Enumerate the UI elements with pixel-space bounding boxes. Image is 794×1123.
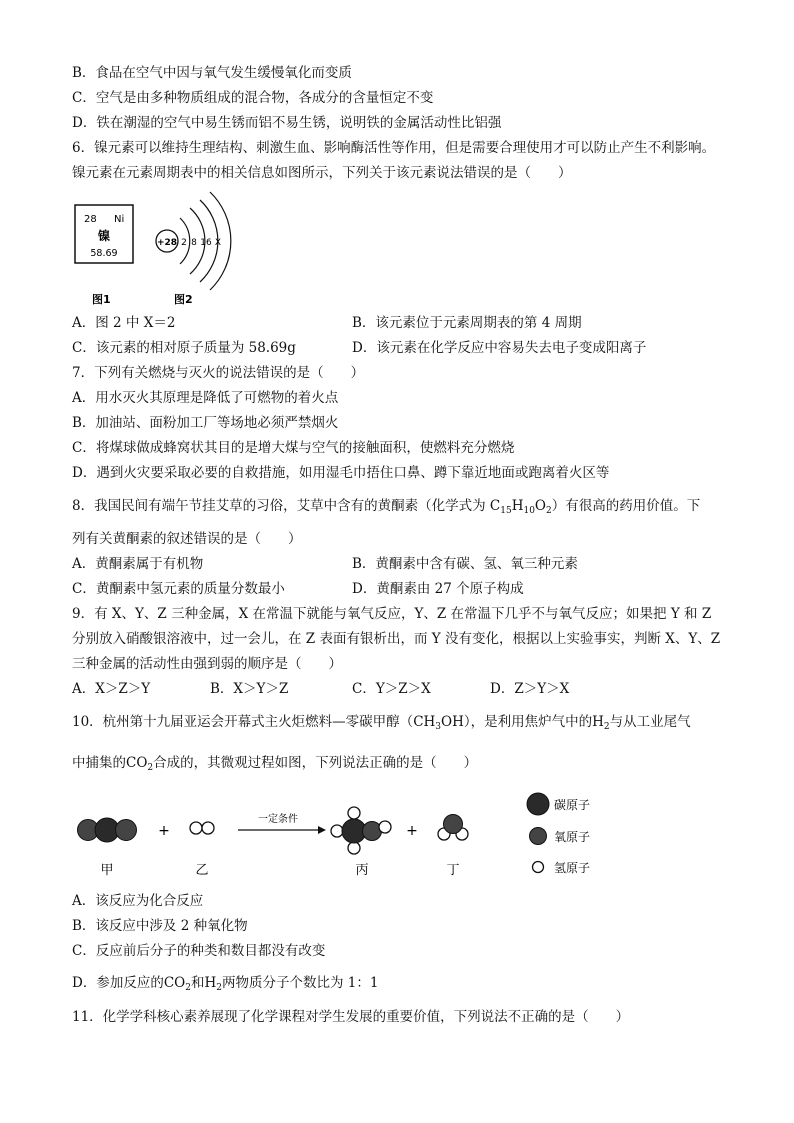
legend-oxygen-icon: [530, 828, 547, 845]
shell-2-electrons: 8: [191, 238, 197, 248]
element-name: 镍: [97, 229, 111, 243]
label-jia: 甲: [100, 863, 114, 878]
q6-option-a: A．图 2 中 X＝2: [72, 315, 176, 331]
q6-option-c: C．该元素的相对原子质量为 58.69g: [72, 340, 296, 356]
q10-line2-post: 合成的，其微观过程如图，下列说法正确的是（ ）: [153, 755, 478, 771]
fig1-caption: 图1: [92, 293, 111, 306]
q10-line2-pre: 中捕集的: [72, 755, 126, 771]
ding-oxygen: [444, 815, 463, 834]
q8-option-a: A．黄酮素属于有机物: [72, 556, 204, 572]
q8-stem-line1: [72, 496, 700, 521]
bing-hydrogen-bottom: [348, 842, 360, 854]
q8-option-b: B．黄酮素中含有碳、氢、氧三种元素: [352, 556, 578, 572]
shell-3-electrons: 16: [200, 238, 212, 248]
bing-oxygen: [363, 822, 382, 841]
q9-stem-line2: 分别放入硝酸银溶液中，过一会儿，在 Z 表面有银析出，而 Y 没有变化，根据以上实验事实，判断 X、Y、Z: [72, 631, 721, 647]
q10-option-c: C．反应前后分子的种类和数目都没有改变: [72, 943, 326, 959]
q10-d-post: 两物质分子个数比为 1：1: [221, 975, 379, 991]
q9-option-b: B．X＞Y＞Z: [210, 681, 289, 697]
label-bing: 丙: [355, 863, 369, 878]
q11-stem: 11．化学学科核心素养展现了化学课程对学生发展的重要价值，下列说法不正确的是（ ）: [72, 1009, 630, 1025]
q7-option-d: D．遇到火灾要采取必要的自救措施，如用湿毛巾捂住口鼻、蹲下靠近地面或跑离着火区等: [72, 465, 610, 481]
element-symbol: Ni: [114, 214, 125, 225]
legend-carbon-icon: [527, 793, 549, 815]
atomic-mass: 58.69: [90, 248, 118, 259]
q8-formula: $C_{15}H_{10}O_2$: [489, 498, 552, 516]
q10-d-mid: 和: [190, 975, 205, 991]
plus-2: +: [406, 823, 418, 839]
q8-stem-line2: 列有关黄酮素的叙述错误的是（ ）: [72, 531, 302, 547]
q10-line1-mid: ），是利用焦炉气中的: [463, 714, 593, 730]
q10-line1-pre: 10．杭州第十九届亚运会开幕式主火炬燃料—零碳甲醇（: [72, 714, 414, 730]
q9-stem-line3: 三种金属的活动性由强到弱的顺序是（ ）: [72, 656, 342, 672]
reaction-condition: 一定条件: [258, 814, 298, 825]
q10-option-a: A．该反应为化合反应: [72, 893, 204, 909]
q8-option-c: C．黄酮素中氢元素的质量分数最小: [72, 581, 285, 597]
q5-option-d: D．铁在潮湿的空气中易生锈而铝不易生锈，说明铁的金属活动性比铝强: [72, 115, 502, 131]
legend-oxygen-label: 氧原子: [554, 830, 591, 844]
q7-option-a: A．用水灭火其原理是降低了可燃物的着火点: [72, 390, 339, 406]
q10-d-co2: $CO_2$: [163, 975, 191, 993]
q10-d-h2: $H_2$: [204, 975, 222, 993]
q9-stem-line1: 9．有 X、Y、Z 三种金属，X 在常温下就能与氧气反应，Y、Z 在常温下几乎不与氧气反应；如果把 Y 和 Z: [72, 606, 712, 622]
shell-4-electrons: X: [214, 238, 222, 248]
nucleus-charge: +28: [156, 238, 178, 248]
q9-option-a: A．X＞Z＞Y: [72, 681, 151, 697]
q9-option-d: D．Z＞Y＞X: [490, 681, 570, 697]
jia-oxygen-right: [116, 820, 137, 841]
bing-hydrogen-left: [331, 825, 343, 837]
reaction-diagram: [60, 780, 620, 880]
q9-option-c: C．Y＞Z＞X: [352, 681, 431, 697]
methanol-formula: $CH_3OH$: [413, 714, 464, 732]
q8-option-d: D．黄酮素由 27 个原子构成: [352, 581, 524, 597]
q6-option-b: B．该元素位于元素周期表的第 4 周期: [352, 315, 582, 331]
q6-stem-line2: 镍元素在元素周期表中的相关信息如图所示，下列关于该元素说法错误的是（ ）: [72, 165, 572, 181]
yi-hydrogen-2: [202, 822, 214, 834]
q6-option-d: D．该元素在化学反应中容易失去电子变成阳离子: [352, 340, 647, 356]
q7-stem: 7．下列有关燃烧与灭火的说法错误的是（ ）: [72, 365, 365, 381]
yi-hydrogen-1: [190, 822, 202, 834]
fig2-caption: 图2: [174, 293, 193, 306]
q8-stem-pre: 8．我国民间有端午节挂艾草的习俗，艾草中含有的黄酮素（化学式为: [72, 498, 490, 514]
q8-stem-post: ）有很高的药用价值。下: [551, 498, 701, 514]
atomic-number: 28: [84, 214, 97, 225]
q5-option-b: B．食品在空气中因与氧气发生缓慢氧化而变质: [72, 65, 352, 81]
bing-hydrogen-right: [379, 821, 391, 833]
legend-hydrogen-label: 氢原子: [554, 861, 591, 875]
q7-option-c: C．将煤球做成蜂窝状其目的是增大煤与空气的接触面积，使燃料充分燃烧: [72, 440, 515, 456]
q6-stem-line1: 6．镍元素可以维持生理结构、刺激生血、影响酶活性等作用，但是需要合理使用才可以防止产生不利影响。: [72, 140, 716, 156]
plus-1: +: [158, 823, 170, 839]
label-ding: 丁: [446, 863, 460, 878]
q10-option-d: [72, 973, 378, 998]
q6-figure: [70, 188, 250, 312]
q10-option-b: B．该反应中涉及 2 种氧化物: [72, 918, 248, 934]
bing-hydrogen-top: [348, 807, 360, 819]
legend-hydrogen-icon: [533, 862, 544, 873]
q5-option-c: C．空气是由多种物质组成的混合物，各成分的含量恒定不变: [72, 90, 434, 106]
legend-carbon-label: 碳原子: [554, 798, 591, 812]
q7-option-b: B．加油站、面粉加工厂等场地必须严禁烟火: [72, 415, 339, 431]
co2-formula: $CO_2$: [126, 755, 154, 773]
q10-stem-line2: [72, 753, 477, 778]
q10-stem-line1: [72, 712, 691, 737]
reaction-arrow-head: [318, 826, 326, 834]
label-yi: 乙: [195, 863, 209, 878]
q10-line1-post: 与从工业尾气: [609, 714, 691, 730]
h2-formula: $H_2$: [592, 714, 610, 732]
shell-1-electrons: 2: [181, 238, 187, 248]
q10-d-pre: D．参加反应的: [72, 975, 164, 991]
